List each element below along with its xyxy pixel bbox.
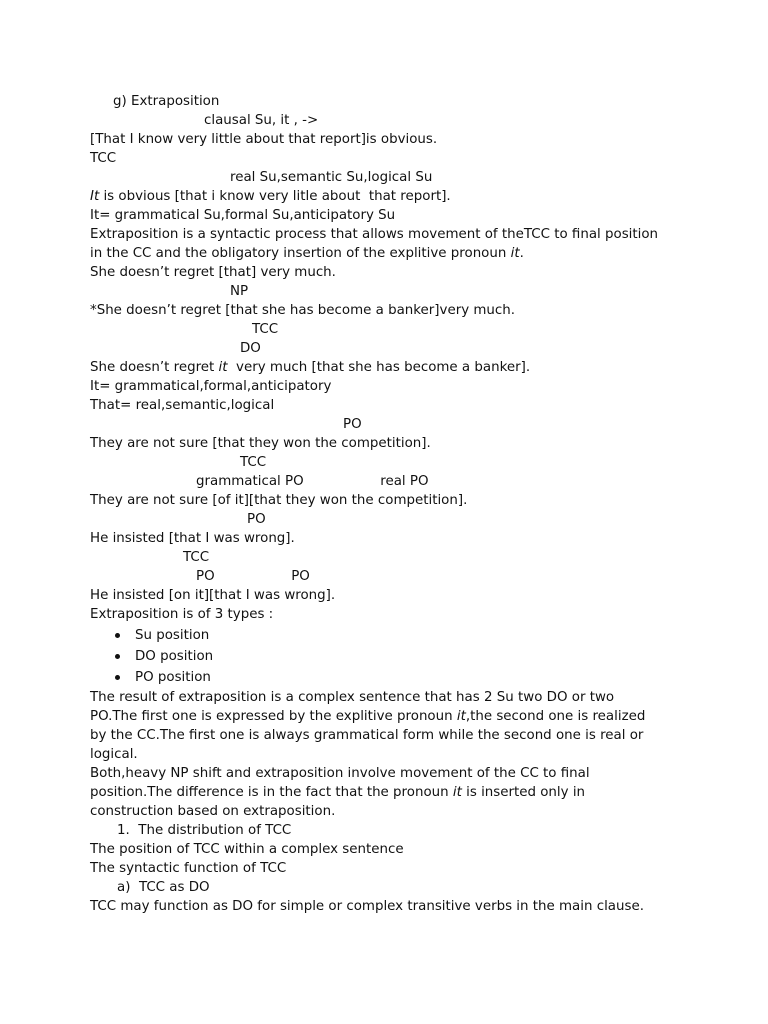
line-text: construction based on extraposition. <box>90 804 336 819</box>
line-text: grammatical PO real PO <box>196 474 429 489</box>
bullet-dot-icon <box>115 654 120 659</box>
italic-pronoun: it <box>218 360 228 375</box>
line-text: He insisted [on it][that I was wrong]. <box>90 588 336 603</box>
text-line <box>90 783 585 802</box>
line-text-tail: ,the second one is realized <box>465 709 646 724</box>
line-text: PO <box>343 417 362 432</box>
bullet-item: DO position <box>135 649 214 664</box>
text-line <box>90 745 138 764</box>
line-text: He insisted [that I was wrong]. <box>90 531 295 546</box>
text-line <box>343 415 362 434</box>
text-line <box>90 149 116 168</box>
text-line <box>90 764 590 783</box>
line-text: That= real,semantic,logical <box>90 398 275 413</box>
bullet-dot-icon <box>115 633 120 638</box>
line-text: logical. <box>90 747 138 762</box>
line-text: The syntactic function of TCC <box>90 861 287 876</box>
line-text-tail: . <box>519 246 524 261</box>
line-text-tail: very much [that she has become a banker]. <box>227 360 531 375</box>
text-line <box>90 688 614 707</box>
text-line <box>90 802 335 821</box>
line-text: Both,heavy NP shift and extraposition involve movement of the CC to final <box>90 766 590 781</box>
text-line <box>90 377 331 396</box>
line-text: TCC may function as DO for simple or complex transitive verbs in the main clause. <box>90 899 644 914</box>
text-line <box>90 605 273 624</box>
line-text: [That I know very little about that report]is obvious. <box>90 132 438 147</box>
text-line <box>90 358 530 377</box>
line-text: clausal Su, it , -> <box>204 113 319 128</box>
text-line <box>90 859 286 878</box>
text-line <box>90 244 524 263</box>
italic-pronoun: it <box>510 246 520 261</box>
line-text: PO <box>247 512 266 527</box>
line-text: in the CC and the obligatory insertion of the explitive pronoun <box>90 246 511 261</box>
line-text: She doesn’t regret [that] very much. <box>90 265 336 280</box>
line-text: position.The difference is in the fact that the pronoun <box>90 785 453 800</box>
text-line <box>196 472 429 491</box>
text-line <box>117 821 291 840</box>
text-line <box>117 878 210 897</box>
text-line <box>90 301 515 320</box>
text-line <box>90 130 437 149</box>
text-line <box>90 840 404 859</box>
text-line <box>230 282 248 301</box>
text-line <box>90 263 336 282</box>
line-text: TCC <box>252 322 279 337</box>
italic-pronoun: it <box>456 709 466 724</box>
text-line <box>90 529 295 548</box>
text-line <box>240 339 261 358</box>
text-line <box>230 168 432 187</box>
line-text: TCC <box>183 550 210 565</box>
bullet-item: PO position <box>135 670 211 685</box>
line-text: a) TCC as DO <box>117 880 210 895</box>
line-text: DO <box>240 341 261 356</box>
text-line <box>90 225 658 244</box>
line-text: PO PO <box>196 569 310 584</box>
line-text: g) Extraposition <box>113 94 220 109</box>
text-line <box>90 187 451 206</box>
line-text: real Su,semantic Su,logical Su <box>230 170 433 185</box>
text-line <box>90 586 335 605</box>
text-line <box>196 567 310 586</box>
bullet-dot-icon <box>115 675 120 680</box>
italic-pronoun: it <box>452 785 462 800</box>
text-line <box>247 510 266 529</box>
line-text: It= grammatical Su,formal Su,anticipatory Su <box>90 208 396 223</box>
line-text: The result of extraposition is a complex sentence that has 2 Su two DO or two <box>90 690 615 705</box>
line-text: She doesn’t regret <box>90 360 219 375</box>
text-line <box>252 320 278 339</box>
line-text: NP <box>230 284 249 299</box>
line-text: Extraposition is a syntactic process that allows movement of theTCC to final position <box>90 227 659 242</box>
line-text: by the CC.The first one is always grammatical form while the second one is real or <box>90 728 644 743</box>
line-text: 1. The distribution of TCC <box>117 823 292 838</box>
line-text: is obvious [that i know very litle about that report]. <box>99 189 451 204</box>
line-text: It= grammatical,formal,anticipatory <box>90 379 332 394</box>
text-line <box>204 111 318 130</box>
text-line <box>90 897 644 916</box>
line-text: Extraposition is of 3 types : <box>90 607 274 622</box>
text-line <box>113 92 219 111</box>
text-line <box>90 206 395 225</box>
line-text-tail: is inserted only in <box>461 785 586 800</box>
line-text: They are not sure [of it][that they won the competition]. <box>90 493 468 508</box>
line-text: *She doesn’t regret [that she has become a banker]very much. <box>90 303 516 318</box>
line-text: PO.The first one is expressed by the explitive pronoun <box>90 709 457 724</box>
line-text: The position of TCC within a complex sentence <box>90 842 404 857</box>
line-text: TCC <box>240 455 267 470</box>
line-text: TCC <box>90 151 117 166</box>
bullet-item: Su position <box>135 628 210 643</box>
text-line <box>90 396 274 415</box>
text-line <box>240 453 266 472</box>
line-text: They are not sure [that they won the competition]. <box>90 436 431 451</box>
text-line <box>90 707 645 726</box>
text-line <box>90 434 431 453</box>
text-line <box>90 491 467 510</box>
italic-pronoun: It <box>90 189 100 204</box>
text-line <box>183 548 209 567</box>
text-line <box>90 726 643 745</box>
